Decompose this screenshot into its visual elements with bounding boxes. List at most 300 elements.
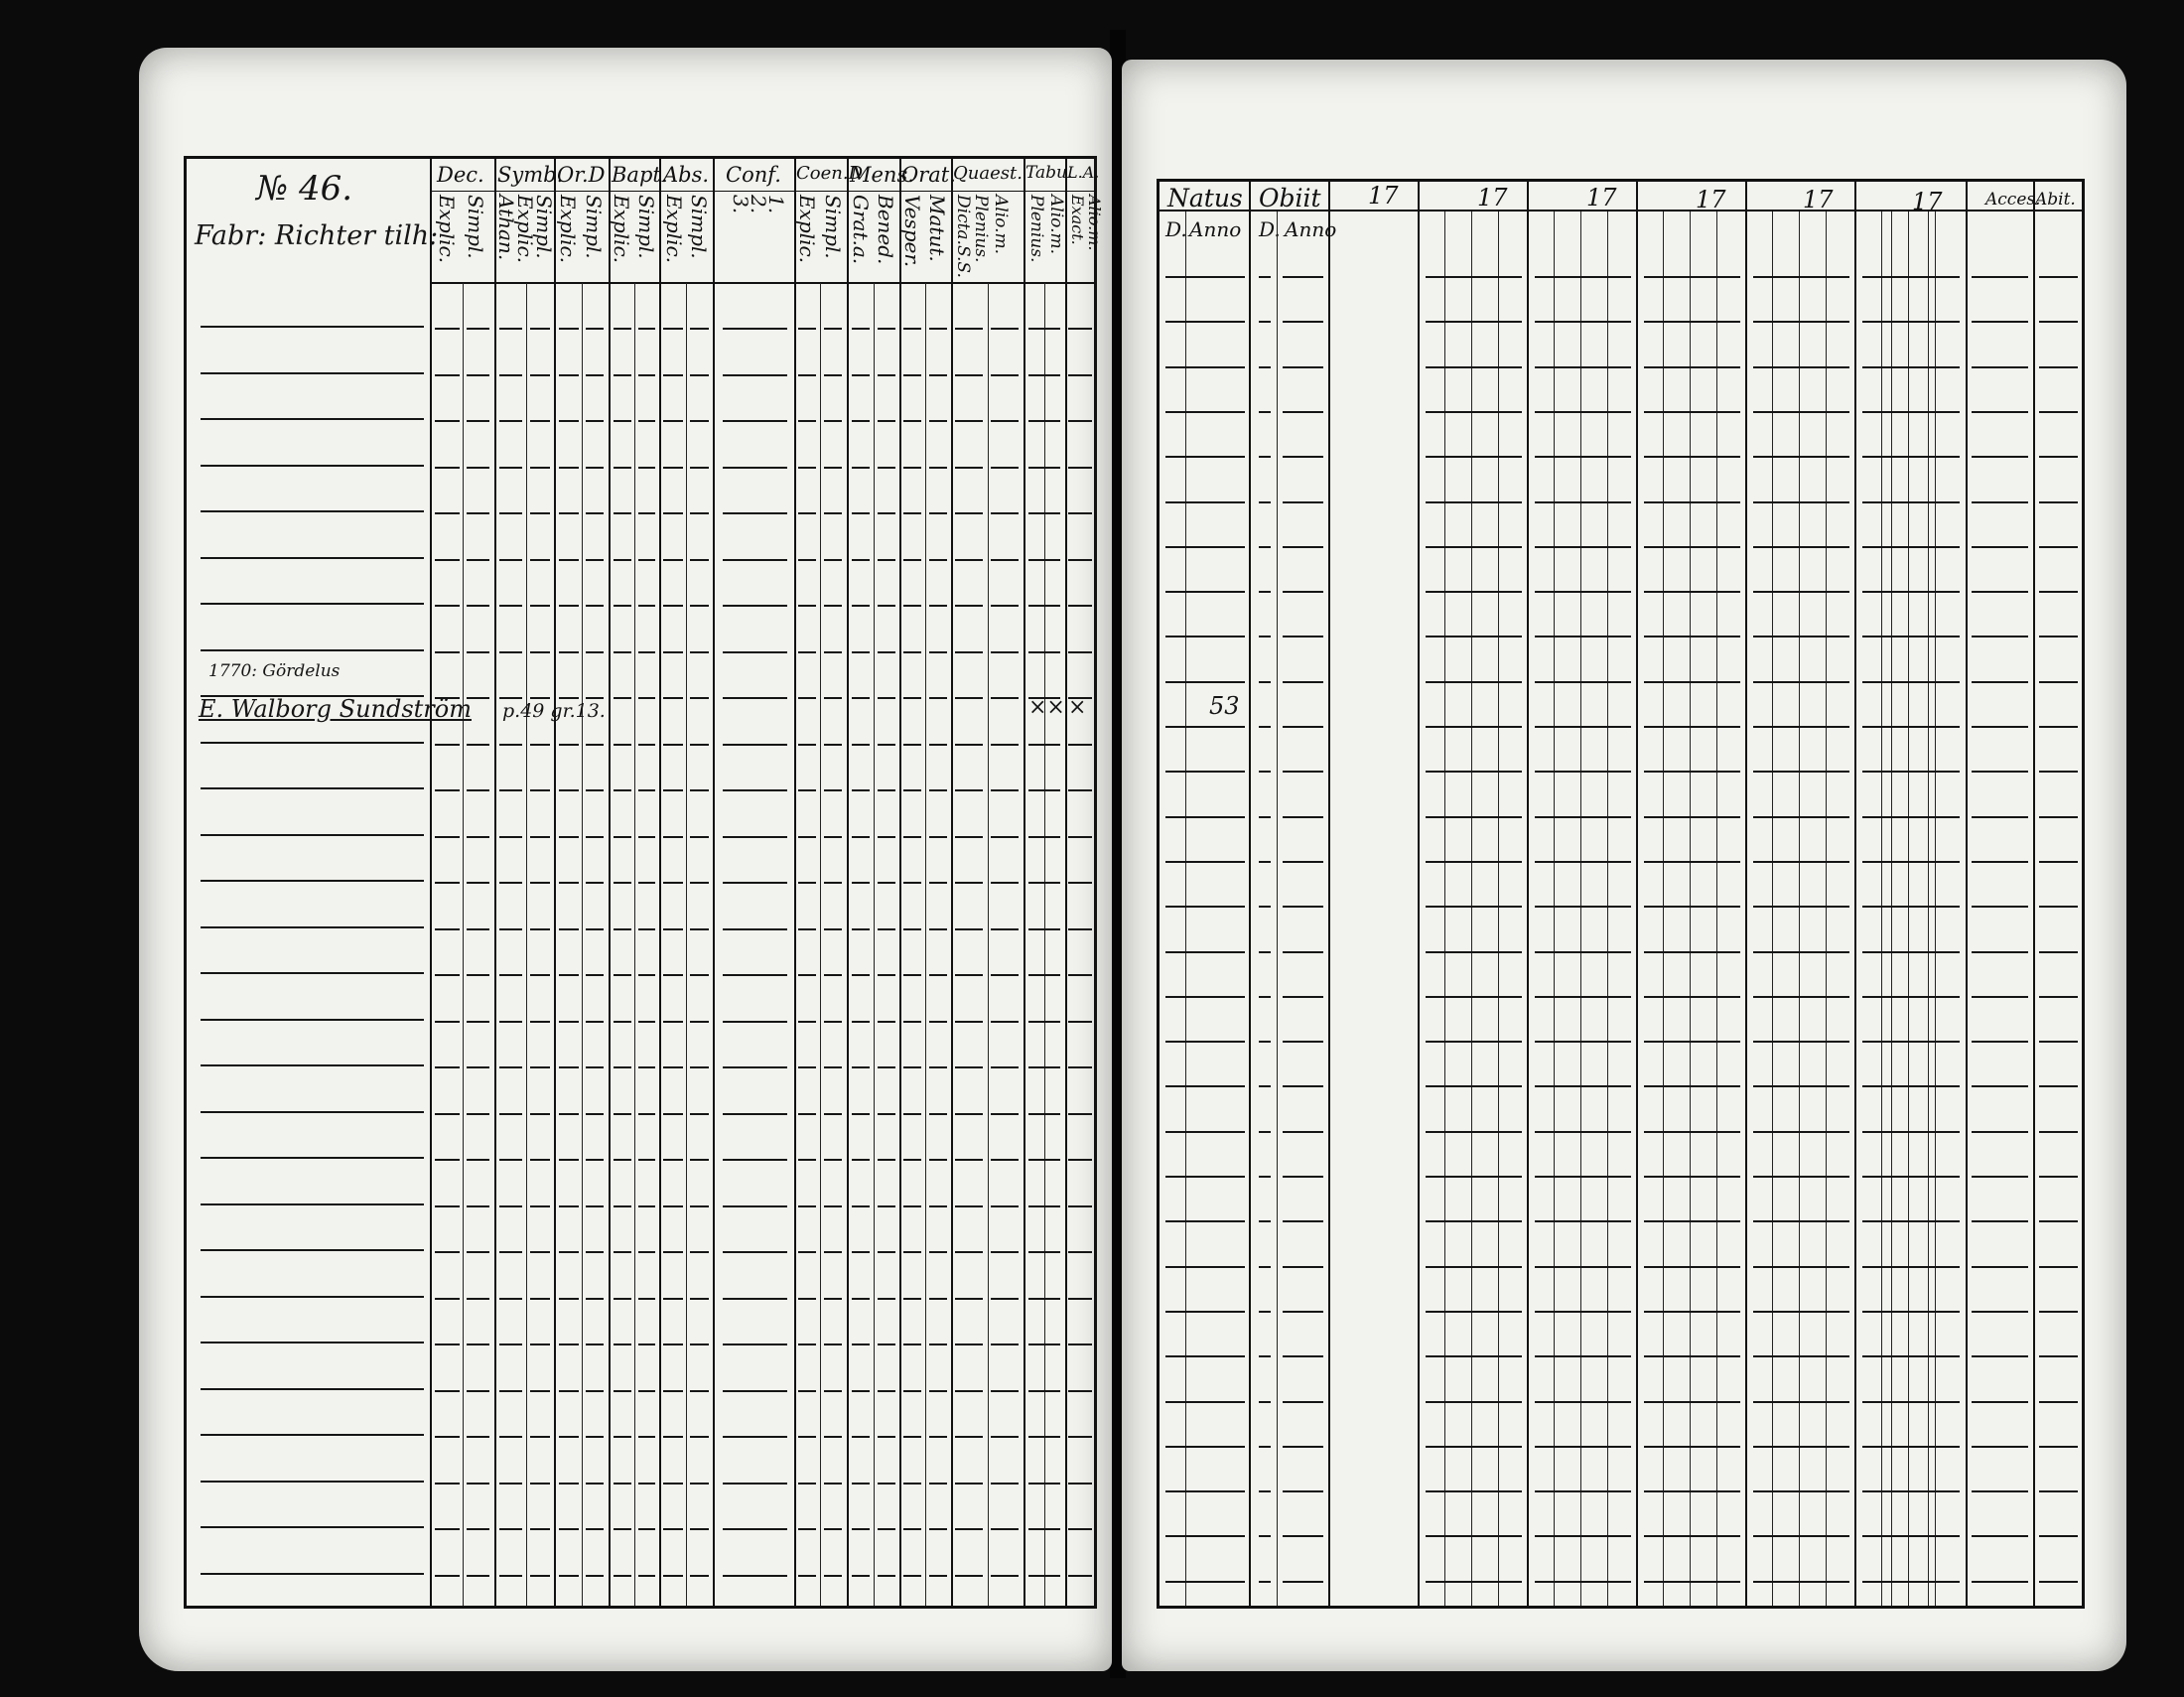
row-rule-segment	[903, 1021, 921, 1023]
row-rule-segment	[1644, 861, 1740, 863]
row-rule-segment	[991, 1528, 1019, 1530]
row-rule-segment	[1644, 726, 1740, 728]
row-rule-segment	[1028, 605, 1060, 607]
row-rule-segment	[955, 1021, 983, 1023]
row-rule-segment	[586, 1205, 604, 1207]
row-rule-segment	[586, 559, 604, 561]
sub-divider	[582, 283, 583, 1606]
header-underline	[430, 282, 1094, 284]
row-rule-segment	[1426, 681, 1522, 683]
row-rule-segment	[663, 374, 683, 376]
row-rule-segment	[723, 974, 787, 976]
row-rule-segment	[1259, 906, 1271, 908]
row-rule-segment	[467, 374, 489, 376]
row-rule-segment	[798, 1159, 816, 1161]
row-rule-segment	[614, 1528, 631, 1530]
row-rule-segment	[929, 882, 947, 884]
row-rule-segment	[586, 605, 604, 607]
row-rule-segment	[824, 328, 842, 330]
sub-divider	[526, 283, 527, 1606]
row-rule-segment	[638, 1390, 655, 1392]
row-rule-segment	[663, 1205, 683, 1207]
row-rule-segment	[798, 1483, 816, 1485]
row-rule-segment	[723, 1343, 787, 1345]
row-rule-segment	[1283, 1355, 1323, 1357]
row-rule-segment	[1068, 651, 1092, 653]
row-rule-segment	[1972, 1535, 2028, 1537]
row-rule-segment	[1644, 501, 1740, 503]
row-rule-segment	[723, 512, 787, 514]
row-rule-segment	[1535, 1311, 1631, 1313]
row-rule-segment	[586, 1159, 604, 1161]
row-rule-segment	[467, 1436, 489, 1438]
col-divider	[1966, 182, 1968, 1606]
row-rule-segment	[499, 1343, 522, 1345]
col-divider	[847, 159, 849, 1606]
row-rule-segment	[614, 1159, 631, 1161]
header-orat: Orat.	[901, 163, 956, 187]
row-rule-segment	[1426, 1446, 1522, 1448]
row-rule-segment	[1972, 861, 2028, 863]
row-rule-segment	[1283, 951, 1323, 953]
row-rule-segment	[798, 605, 816, 607]
row-rule-segment	[1426, 636, 1522, 637]
row-rule-segment	[530, 420, 550, 422]
row-rule-segment	[1753, 1401, 1849, 1403]
row-rule-segment	[798, 559, 816, 561]
row-rule-segment	[435, 467, 460, 469]
row-rule-segment	[1753, 1355, 1849, 1357]
row-rule-segment	[530, 512, 550, 514]
row-rule-segment	[1753, 321, 1849, 323]
year-sub-divider	[1881, 212, 1882, 1606]
row-rule-segment	[929, 328, 947, 330]
year-sub-divider	[1690, 212, 1691, 1606]
row-rule-segment	[559, 882, 579, 884]
row-rule-segment	[1426, 1085, 1522, 1087]
row-rule-segment	[2039, 771, 2078, 773]
row-rule-segment	[1283, 591, 1323, 593]
row-rule-segment	[991, 1343, 1019, 1345]
row-rule-segment	[1185, 366, 1245, 368]
row-rule-segment	[1028, 744, 1060, 746]
year-sub-divider	[1935, 212, 1936, 1606]
row-rule-segment	[852, 1113, 870, 1115]
row-rule-segment	[499, 744, 522, 746]
row-rule-segment	[903, 697, 921, 699]
row-rule-segment	[991, 697, 1019, 699]
row-rule-segment	[663, 974, 683, 976]
row-rule-segment	[1185, 681, 1245, 683]
row-rule-segment	[878, 1343, 895, 1345]
row-rule-segment	[467, 467, 489, 469]
row-rule-segment	[1068, 1528, 1092, 1530]
row-rule-segment	[663, 1575, 683, 1577]
right-register-table	[1157, 179, 2085, 1609]
row-rule-segment	[1972, 1266, 2028, 1268]
row-rule-segment	[614, 836, 631, 838]
row-rule	[201, 926, 424, 928]
row-rule-segment	[663, 789, 683, 791]
row-rule-segment	[991, 328, 1019, 330]
row-rule-segment	[1068, 1113, 1092, 1115]
row-rule-segment	[530, 1483, 550, 1485]
row-rule-segment	[690, 651, 709, 653]
row-rule-segment	[929, 1205, 947, 1207]
row-rule-segment	[499, 467, 522, 469]
row-rule-segment	[614, 1066, 631, 1068]
row-rule-segment	[1185, 1581, 1245, 1583]
row-rule-segment	[852, 512, 870, 514]
row-rule-segment	[798, 1298, 816, 1300]
row-rule-segment	[929, 836, 947, 838]
row-rule-segment	[1426, 411, 1522, 413]
row-rule-segment	[1028, 559, 1060, 561]
row-rule	[201, 557, 424, 559]
name-column-divider	[430, 159, 432, 1606]
row-rule-segment	[1068, 836, 1092, 838]
row-rule-segment	[723, 467, 787, 469]
row-rule-segment	[663, 1390, 683, 1392]
row-rule-segment	[1028, 1021, 1060, 1023]
row-rule-segment	[1068, 1436, 1092, 1438]
row-rule-segment	[1753, 366, 1849, 368]
row-rule-segment	[530, 974, 550, 976]
row-rule-segment	[1185, 1535, 1245, 1537]
row-rule-segment	[435, 1436, 460, 1438]
row-rule-segment	[878, 512, 895, 514]
row-rule-segment	[614, 697, 631, 699]
row-rule-segment	[1068, 1298, 1092, 1300]
row-rule-segment	[663, 651, 683, 653]
row-rule-segment	[903, 1298, 921, 1300]
row-rule-segment	[1068, 744, 1092, 746]
row-rule-segment	[723, 744, 787, 746]
row-rule-segment	[798, 789, 816, 791]
row-rule	[201, 418, 424, 420]
row-rule-segment	[499, 836, 522, 838]
row-rule-segment	[435, 559, 460, 561]
row-rule-segment	[955, 1483, 983, 1485]
row-rule-segment	[435, 744, 460, 746]
sub-bapt-1: Explic.	[610, 195, 633, 264]
row-rule-segment	[1972, 636, 2028, 637]
sub-divider	[988, 283, 989, 1606]
row-rule-segment	[1862, 906, 1960, 908]
row-rule-segment	[1753, 1041, 1849, 1043]
row-rule-segment	[530, 1390, 550, 1392]
row-rule-segment	[929, 1021, 947, 1023]
row-rule-segment	[2039, 1446, 2078, 1448]
row-rule-segment	[586, 1390, 604, 1392]
sub-divider	[925, 283, 926, 1606]
row-rule-segment	[663, 697, 683, 699]
row-rule	[201, 972, 424, 974]
row-rule-segment	[798, 836, 816, 838]
row-rule-segment	[723, 1113, 787, 1115]
row-rule-segment	[1259, 1266, 1271, 1268]
row-rule-segment	[467, 928, 489, 930]
row-rule-segment	[663, 928, 683, 930]
row-rule-segment	[1283, 456, 1323, 458]
row-rule-segment	[798, 1528, 816, 1530]
row-rule-segment	[614, 974, 631, 976]
row-rule-segment	[878, 1390, 895, 1392]
row-rule-segment	[1535, 996, 1631, 998]
row-rule-segment	[903, 882, 921, 884]
row-rule-segment	[2039, 1041, 2078, 1043]
row-rule-segment	[1259, 1176, 1271, 1178]
col-divider	[1418, 182, 1420, 1606]
row-rule-segment	[1068, 1066, 1092, 1068]
row-rule-segment	[723, 882, 787, 884]
row-rule-segment	[903, 605, 921, 607]
sub-bapt-2: Simpl.	[634, 195, 658, 259]
row-rule-segment	[1535, 1041, 1631, 1043]
row-rule-segment	[929, 1298, 947, 1300]
row-rule	[201, 1019, 424, 1021]
row-rule-segment	[559, 1343, 579, 1345]
row-rule-segment	[614, 882, 631, 884]
row-rule-segment	[852, 328, 870, 330]
row-rule-segment	[852, 1575, 870, 1577]
year-header-4: 17	[1696, 186, 1726, 213]
col-divider	[1249, 182, 1251, 1606]
row-rule-segment	[663, 1021, 683, 1023]
row-rule-segment	[1862, 1041, 1960, 1043]
row-rule-segment	[1259, 1581, 1271, 1583]
row-rule-segment	[852, 1298, 870, 1300]
row-rule-segment	[798, 420, 816, 422]
row-rule-segment	[1426, 1581, 1522, 1583]
row-rule-segment	[586, 974, 604, 976]
row-rule-segment	[663, 420, 683, 422]
row-rule-segment	[1535, 771, 1631, 773]
row-rule-segment	[1972, 726, 2028, 728]
row-rule-segment	[559, 420, 579, 422]
row-rule-segment	[1068, 374, 1092, 376]
row-rule-segment	[1862, 1581, 1960, 1583]
row-rule-segment	[1185, 1220, 1245, 1222]
row-rule-segment	[690, 1436, 709, 1438]
sub-ord-2: Simpl.	[582, 195, 606, 259]
row-rule-segment	[929, 559, 947, 561]
row-rule-segment	[903, 1343, 921, 1345]
row-rule-segment	[1972, 501, 2028, 503]
row-rule-segment	[559, 651, 579, 653]
row-rule-segment	[499, 1483, 522, 1485]
row-rule-segment	[1972, 1131, 2028, 1133]
row-rule-segment	[499, 1251, 522, 1253]
row-rule-segment	[638, 974, 655, 976]
row-rule-segment	[2039, 636, 2078, 637]
row-rule-segment	[1185, 321, 1245, 323]
row-rule-segment	[1426, 1041, 1522, 1043]
row-rule-segment	[1283, 1311, 1323, 1313]
row-rule-segment	[1185, 276, 1245, 278]
row-rule-segment	[824, 882, 842, 884]
row-rule-segment	[1862, 1176, 1960, 1178]
row-rule-segment	[1644, 1220, 1740, 1222]
row-rule-segment	[903, 328, 921, 330]
row-rule-segment	[1283, 366, 1323, 368]
row-rule-segment	[955, 559, 983, 561]
row-rule-segment	[723, 651, 787, 653]
col-divider	[794, 159, 796, 1606]
row-rule-segment	[435, 1159, 460, 1161]
row-rule-segment	[878, 467, 895, 469]
row-rule-segment	[2039, 1581, 2078, 1583]
row-rule-segment	[638, 328, 655, 330]
col-divider	[494, 159, 496, 1606]
row-rule-segment	[903, 1066, 921, 1068]
row-rule-segment	[1068, 1159, 1092, 1161]
row-rule-segment	[878, 420, 895, 422]
row-rule-segment	[1028, 1251, 1060, 1253]
row-rule-segment	[991, 1066, 1019, 1068]
row-rule-segment	[2039, 456, 2078, 458]
row-rule-segment	[824, 1298, 842, 1300]
row-rule-segment	[955, 697, 983, 699]
col-divider	[951, 159, 953, 1606]
row-rule-segment	[690, 1251, 709, 1253]
row-rule-segment	[852, 1159, 870, 1161]
row-rule-segment	[467, 1021, 489, 1023]
row-rule-segment	[1185, 636, 1245, 637]
right-entry-note: 53	[1209, 692, 1240, 720]
row-rule-segment	[1644, 1311, 1740, 1313]
row-rule-segment	[467, 605, 489, 607]
row-rule-segment	[1644, 1041, 1740, 1043]
row-rule-segment	[852, 1205, 870, 1207]
row-rule-segment	[1535, 681, 1631, 683]
row-rule-segment	[1972, 771, 2028, 773]
row-rule-segment	[929, 1528, 947, 1530]
row-rule-segment	[663, 467, 683, 469]
row-rule-segment	[991, 512, 1019, 514]
row-rule-segment	[499, 1021, 522, 1023]
row-rule-segment	[1283, 1446, 1323, 1448]
row-rule-segment	[991, 1113, 1019, 1115]
row-rule-segment	[824, 1528, 842, 1530]
row-rule-segment	[638, 1528, 655, 1530]
row-rule-segment	[2039, 861, 2078, 863]
row-rule-segment	[824, 836, 842, 838]
row-rule-segment	[1068, 467, 1092, 469]
row-rule-segment	[1972, 951, 2028, 953]
row-rule-segment	[638, 559, 655, 561]
col-divider	[899, 159, 901, 1606]
row-rule-segment	[499, 697, 522, 699]
row-rule-segment	[1068, 605, 1092, 607]
row-rule-segment	[929, 1159, 947, 1161]
header-quaest: Quaest.	[953, 163, 1023, 184]
row-rule-segment	[929, 744, 947, 746]
row-rule-segment	[824, 467, 842, 469]
year-sub-divider	[1891, 212, 1892, 1606]
row-rule-segment	[614, 1575, 631, 1577]
row-rule-segment	[435, 1483, 460, 1485]
row-rule-segment	[1644, 456, 1740, 458]
row-rule-segment	[1259, 411, 1271, 413]
row-rule-segment	[435, 928, 460, 930]
row-rule-segment	[499, 1528, 522, 1530]
row-rule-segment	[586, 836, 604, 838]
row-rule-segment	[1972, 1355, 2028, 1357]
row-rule-segment	[530, 559, 550, 561]
row-rule-segment	[614, 328, 631, 330]
row-rule-segment	[435, 1113, 460, 1115]
row-rule-segment	[690, 1159, 709, 1161]
row-rule	[201, 1157, 424, 1159]
row-rule-segment	[586, 1528, 604, 1530]
row-rule-segment	[663, 512, 683, 514]
row-rule-segment	[903, 467, 921, 469]
row-rule-segment	[955, 744, 983, 746]
row-rule-segment	[929, 420, 947, 422]
row-rule-segment	[852, 559, 870, 561]
row-rule-segment	[586, 1066, 604, 1068]
row-rule-segment	[852, 605, 870, 607]
row-rule-segment	[723, 605, 787, 607]
header-bapt: Bapt.	[612, 163, 668, 187]
row-rule-segment	[1068, 1021, 1092, 1023]
sub-abs-2: Simpl.	[687, 195, 711, 259]
row-rule-segment	[852, 697, 870, 699]
row-rule-segment	[1068, 1343, 1092, 1345]
row-rule-segment	[723, 328, 787, 330]
row-rule-segment	[499, 928, 522, 930]
row-rule-segment	[1972, 681, 2028, 683]
row-rule-segment	[1644, 1535, 1740, 1537]
row-rule	[201, 1249, 424, 1251]
row-rule-segment	[955, 1251, 983, 1253]
row-rule-segment	[638, 1298, 655, 1300]
row-rule-segment	[991, 836, 1019, 838]
row-rule-segment	[638, 1021, 655, 1023]
row-rule-segment	[1068, 1205, 1092, 1207]
row-rule-segment	[559, 1575, 579, 1577]
row-rule-segment	[690, 1113, 709, 1115]
row-rule-segment	[878, 1159, 895, 1161]
header-la: L.A.	[1067, 163, 1100, 182]
row-rule-segment	[1426, 1220, 1522, 1222]
year-sub-divider	[1663, 212, 1664, 1606]
row-rule-segment	[798, 1575, 816, 1577]
row-rule-segment	[929, 1343, 947, 1345]
row-rule-segment	[1972, 1401, 2028, 1403]
row-rule-segment	[1426, 1401, 1522, 1403]
row-rule-segment	[467, 651, 489, 653]
row-rule-segment	[723, 1066, 787, 1068]
row-rule-segment	[1753, 1490, 1849, 1492]
row-rule-segment	[614, 1298, 631, 1300]
row-rule-segment	[1862, 1311, 1960, 1313]
year-sub-divider	[1554, 212, 1555, 1606]
col-divider	[1636, 182, 1638, 1606]
row-rule-segment	[1028, 1575, 1060, 1577]
row-rule-segment	[1028, 697, 1060, 699]
row-rule-segment	[878, 882, 895, 884]
sub-obiit-d: D.	[1259, 217, 1281, 241]
row-rule-segment	[1862, 1490, 1960, 1492]
year-sub-divider	[1498, 212, 1499, 1606]
row-rule-segment	[903, 651, 921, 653]
row-rule-segment	[663, 1113, 683, 1115]
row-rule-segment	[530, 744, 550, 746]
row-rule-segment	[1185, 771, 1245, 773]
row-rule-segment	[690, 374, 709, 376]
